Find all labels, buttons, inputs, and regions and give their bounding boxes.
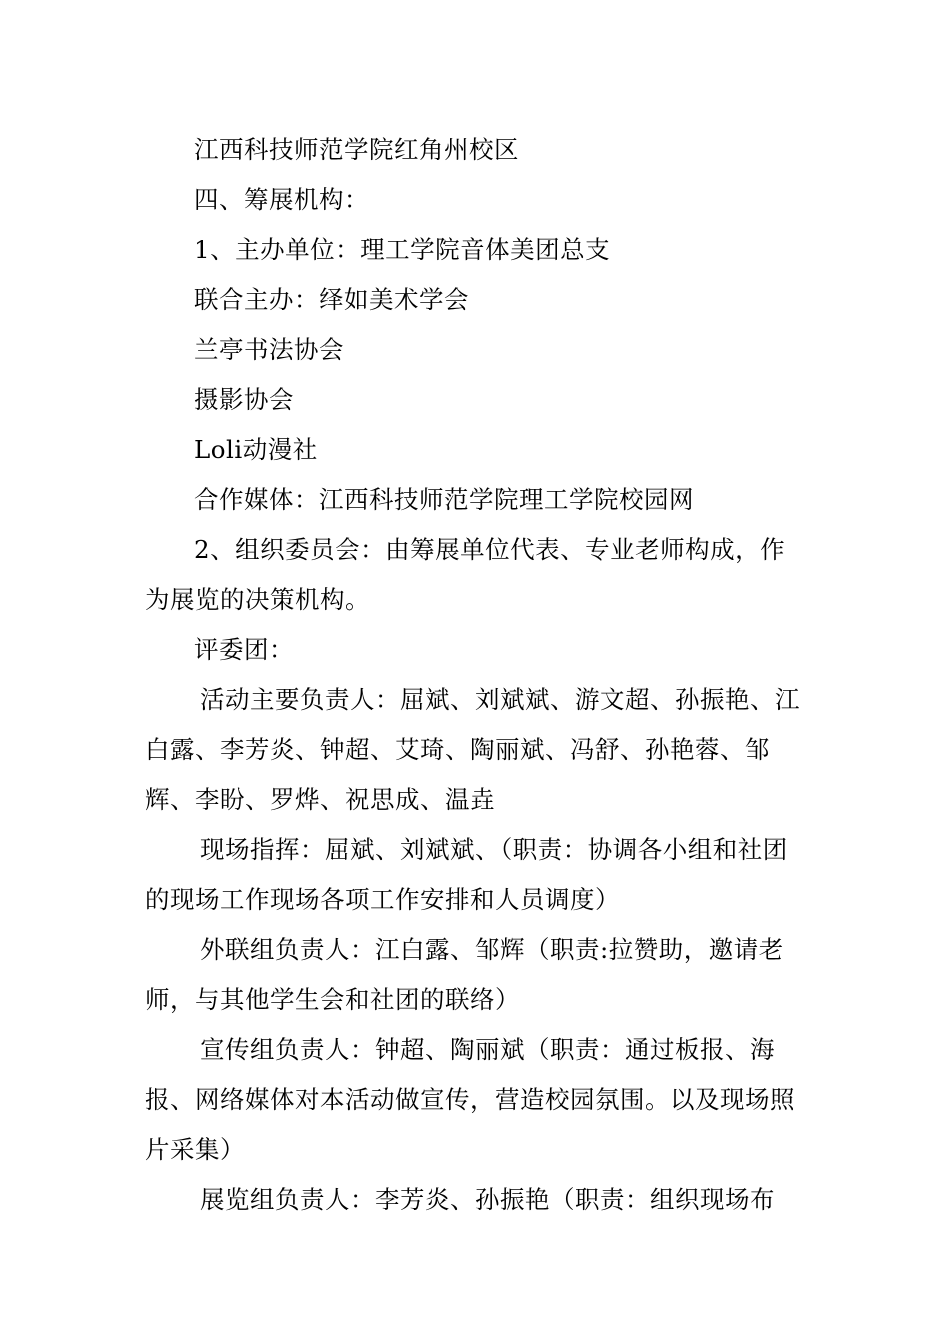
paragraph-photography-society: 摄影协会 bbox=[194, 385, 294, 414]
paragraph-onsite-command: 现场指挥：屈斌、刘斌斌、（职责：协调各小组和社团的现场工作现场各项工作安排和人员调度） bbox=[145, 835, 788, 914]
paragraph-calligraphy-society: 兰亭书法协会 bbox=[194, 335, 344, 364]
document-page bbox=[145, 125, 807, 1225]
paragraph-publicity-group: 宣传组负责人：钟超、陶丽斌（职责：通过板报、海报、网络媒体对本活动做宣传，营造校园氛围。以及现场照片采集） bbox=[145, 1035, 795, 1164]
paragraph-organizer: 1、主办单位：理工学院音体美团总支 bbox=[194, 235, 611, 264]
paragraph-campus: 江西科技师范学院红角州校区 bbox=[194, 135, 519, 164]
paragraph-committee: 2、组织委员会：由筹展单位代表、专业老师构成，作为展览的决策机构。 bbox=[145, 535, 786, 614]
paragraph-exhibition-group: 展览组负责人：李芳炎、孙振艳（职责：组织现场布 bbox=[200, 1185, 775, 1214]
paragraph-liaison-group: 外联组负责人：江白露、邹辉（职责:拉赞助，邀请老师，与其他学生会和社团的联络） bbox=[145, 935, 784, 1014]
paragraph-leaders: 活动主要负责人：屈斌、刘斌斌、游文超、孙振艳、江白露、李芳炎、钟超、艾琦、陶丽斌、冯舒、孙艳蓉、邹辉、李盼、罗烨、祝思成、温垚 bbox=[145, 685, 800, 814]
heading-jury: 评委团： bbox=[194, 635, 294, 664]
paragraph-co-organizer: 联合主办：绎如美术学会 bbox=[194, 285, 469, 314]
paragraph-anime-club: Loli动漫社 bbox=[194, 435, 318, 464]
paragraph-media-partner: 合作媒体：江西科技师范学院理工学院校园网 bbox=[194, 485, 694, 514]
heading-section-four: 四、筹展机构： bbox=[194, 185, 369, 214]
